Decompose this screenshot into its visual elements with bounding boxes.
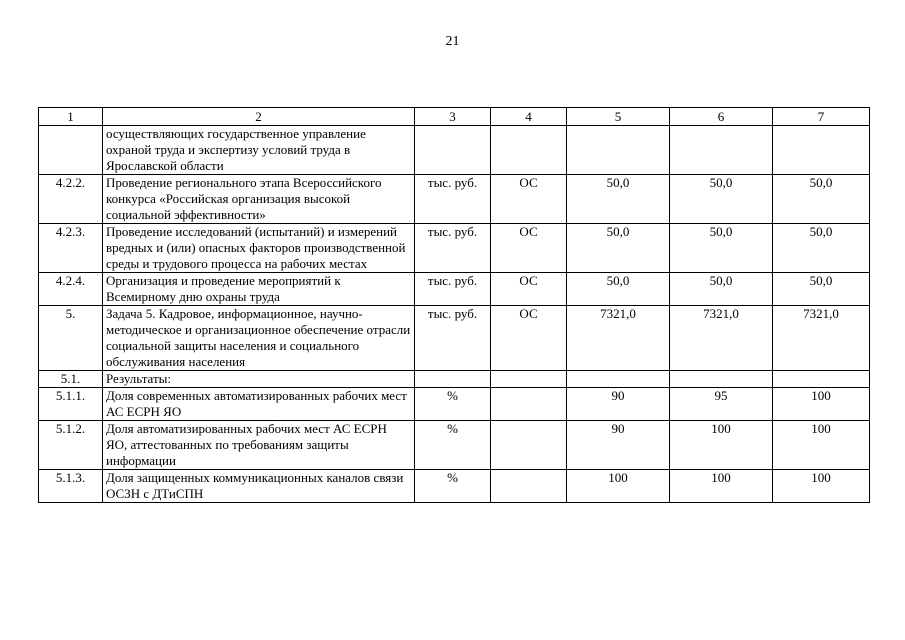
row-number: 4.2.2. (39, 175, 103, 224)
row-value-6: 95 (670, 388, 773, 421)
row-value-5: 50,0 (567, 175, 670, 224)
row-unit: тыс. руб. (415, 273, 491, 306)
table-row (39, 126, 870, 175)
row-unit: % (415, 421, 491, 470)
row-value-6: 50,0 (670, 273, 773, 306)
row-source (491, 388, 567, 421)
row-source (491, 470, 567, 503)
row-number: 4.2.3. (39, 224, 103, 273)
row-name: Проведение исследований (испытаний) и измерений вредных и (или) опасных факторов производственной среды и трудового процесса на рабочих местах (103, 224, 415, 273)
header-cell-2: 2 (103, 108, 415, 126)
row-value-7: 7321,0 (773, 306, 870, 371)
header-cell-3: 3 (415, 108, 491, 126)
table-row (39, 306, 870, 371)
row-value-6: 100 (670, 470, 773, 503)
row-unit: % (415, 388, 491, 421)
row-name: Результаты: (103, 371, 415, 388)
row-name: Организация и проведение мероприятий к Всемирному дню охраны труда (103, 273, 415, 306)
row-number: 5.1. (39, 371, 103, 388)
row-value-6: 100 (670, 421, 773, 470)
row-number (39, 126, 103, 175)
row-value-5: 50,0 (567, 224, 670, 273)
row-source (491, 421, 567, 470)
row-name: осуществляющих государственное управление охраной труда и экспертизу условий труда в Ярославской области (103, 126, 415, 175)
header-cell-5: 5 (567, 108, 670, 126)
row-value-5: 50,0 (567, 273, 670, 306)
row-source: ОС (491, 175, 567, 224)
row-number: 5. (39, 306, 103, 371)
row-value-7: 100 (773, 388, 870, 421)
row-source (491, 126, 567, 175)
row-value-7: 50,0 (773, 224, 870, 273)
table-row (39, 175, 870, 224)
row-value-5: 7321,0 (567, 306, 670, 371)
row-unit: тыс. руб. (415, 224, 491, 273)
row-name: Доля защищенных коммуникационных каналов связи ОСЗН с ДТиСПН (103, 470, 415, 503)
row-source: ОС (491, 306, 567, 371)
row-name: Доля автоматизированных рабочих мест АС ЕСРН ЯО, аттестованных по требованиям защиты информации (103, 421, 415, 470)
row-value-7: 100 (773, 470, 870, 503)
table-row (39, 224, 870, 273)
row-value-5 (567, 371, 670, 388)
header-cell-1: 1 (39, 108, 103, 126)
row-source (491, 371, 567, 388)
header-row (39, 108, 870, 126)
table-row (39, 421, 870, 470)
header-cell-6: 6 (670, 108, 773, 126)
row-unit: % (415, 470, 491, 503)
row-value-7 (773, 371, 870, 388)
header-cell-4: 4 (491, 108, 567, 126)
table-row (39, 371, 870, 388)
header-cell-7: 7 (773, 108, 870, 126)
row-number: 5.1.3. (39, 470, 103, 503)
row-name: Доля современных автоматизированных рабочих мест АС ЕСРН ЯО (103, 388, 415, 421)
table-row (39, 470, 870, 503)
row-value-7: 50,0 (773, 273, 870, 306)
row-unit: тыс. руб. (415, 306, 491, 371)
page-number: 21 (445, 34, 460, 49)
row-name: Задача 5. Кадровое, информационное, научно-методическое и организационное обеспечение отрасли социальной защиты населения и социального обслуживания населения (103, 306, 415, 371)
row-value-6: 50,0 (670, 175, 773, 224)
row-source: ОС (491, 224, 567, 273)
program-table (38, 107, 870, 503)
row-unit (415, 371, 491, 388)
row-value-5: 90 (567, 421, 670, 470)
row-value-5 (567, 126, 670, 175)
row-value-7: 100 (773, 421, 870, 470)
row-number: 5.1.2. (39, 421, 103, 470)
row-value-5: 90 (567, 388, 670, 421)
row-value-7: 50,0 (773, 175, 870, 224)
row-value-7 (773, 126, 870, 175)
row-unit (415, 126, 491, 175)
row-name: Проведение регионального этапа Всероссийского конкурса «Российская организация высокой социальной эффективности» (103, 175, 415, 224)
row-value-6: 7321,0 (670, 306, 773, 371)
row-value-6 (670, 371, 773, 388)
table-row (39, 388, 870, 421)
row-value-6: 50,0 (670, 224, 773, 273)
row-source: ОС (491, 273, 567, 306)
row-number: 5.1.1. (39, 388, 103, 421)
row-value-6 (670, 126, 773, 175)
row-number: 4.2.4. (39, 273, 103, 306)
row-unit: тыс. руб. (415, 175, 491, 224)
table-row (39, 273, 870, 306)
row-value-5: 100 (567, 470, 670, 503)
